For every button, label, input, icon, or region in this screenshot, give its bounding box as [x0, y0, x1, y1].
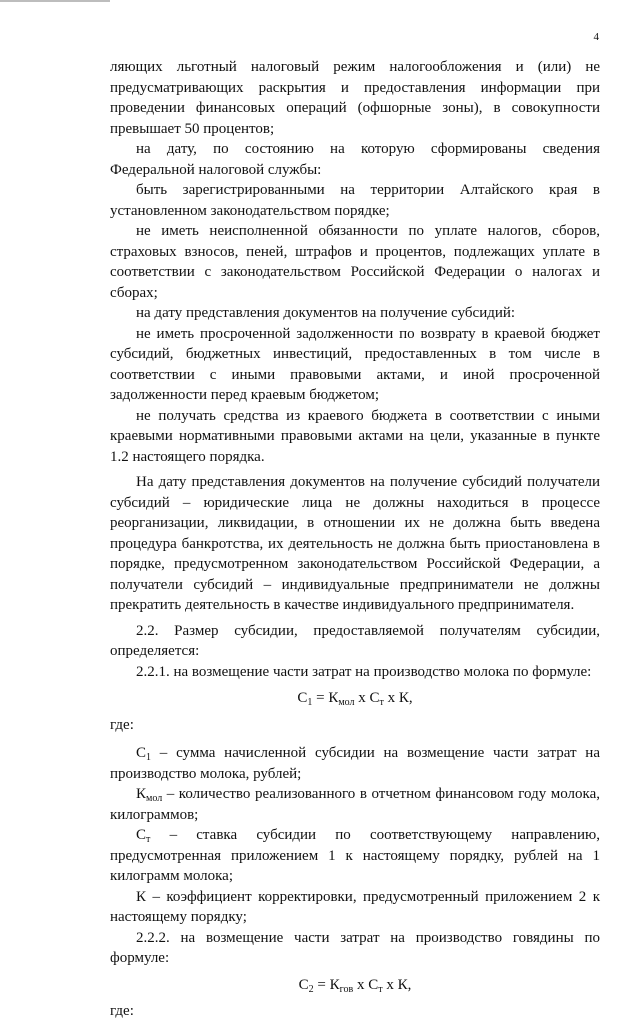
- def-symbol: К: [136, 786, 147, 802]
- where-label: где:: [110, 716, 134, 733]
- formula-symbol: С: [297, 690, 308, 706]
- paragraph: не иметь просроченной задолженности по возврату в краевой бюджет субсидий, бюджетных инвестиций, предоставленных в том числе в соответствии с иными правовыми актами, и иной просроченной задолженности перед краевым бюджетом;: [110, 325, 600, 403]
- formula-operator: =: [312, 690, 329, 706]
- formula-operator: х: [383, 690, 399, 706]
- definition-c1: [110, 743, 600, 784]
- formula-symbol: С: [368, 976, 379, 993]
- def-symbol: С: [136, 745, 147, 761]
- where-label: где:: [110, 1003, 134, 1019]
- paragraph: 2.2.2. на возмещение части затрат на производство говядины по формуле:: [110, 929, 600, 966]
- formula-operator: х: [382, 976, 398, 993]
- formula-beef: [110, 975, 600, 996]
- formula-subscript: гов: [339, 983, 354, 995]
- formula-subscript: мол: [338, 697, 355, 708]
- formula-symbol: С: [298, 976, 309, 993]
- formula-symbol: С: [369, 690, 380, 706]
- def-subscript: т: [146, 834, 151, 845]
- page-number: 4: [593, 31, 599, 43]
- def-text: – количество реализованного в отчетном финансовом году молока, килограммов;: [110, 786, 600, 823]
- paragraph: на дату, по состоянию на которую сформированы сведения Федеральной налоговой службы:: [110, 141, 600, 178]
- paragraph: не получать средства из краевого бюджета в соответствии с иными краевыми нормативными правовыми актами на цели, указанные в пункте 1.2 настоящего порядка.: [110, 407, 600, 465]
- formula-symbol: К,: [398, 690, 413, 706]
- def-subscript: мол: [146, 793, 163, 804]
- formula-symbol: К,: [397, 976, 412, 993]
- definition-ct: [110, 825, 600, 887]
- paragraph: на дату представления документов на получение субсидий:: [136, 305, 516, 321]
- paragraph: На дату представления документов на получение субсидий получатели субсидий – юридические лица не должны находиться в процессе реорганизации, ликвидации, в отношении их не должна быть введена процедура банкротства, их деятельность не должна быть приостановлена в порядке, предусмотренном законодательством Российской Федерации, а получатели субсидий – индивидуальные предприниматели не должны прекратить деятельность в качестве индивидуального предпринимателя.: [110, 474, 600, 613]
- paragraph: ляющих льготный налоговый режим налогообложения и (или) не предусматривающих раскрытия и предоставления информации при проведении финансовых операций (офшорные зоны), в совокупности превышает 50 процентов;: [110, 59, 600, 137]
- paragraph: 2.2.1. на возмещение части затрат на производство молока по формуле:: [136, 663, 592, 680]
- formula-symbol: К: [328, 690, 339, 706]
- formula-milk: [110, 688, 600, 709]
- paragraph: не иметь неисполненной обязанности по уплате налогов, сборов, страховых взносов, пеней, штрафов и процентов, подлежащих уплате в соответствии с законодательством Российской Федерации о налогах и сборах;: [110, 223, 600, 301]
- paragraph: быть зарегистрированными на территории Алтайского края в установленном законодательством порядке;: [110, 182, 600, 219]
- formula-operator: =: [313, 976, 330, 993]
- formula-subscript: 2: [308, 983, 314, 995]
- def-text: – сумма начисленной субсидии на возмещение части затрат на производство молока, рублей;: [110, 745, 600, 782]
- formula-operator: х: [353, 976, 369, 993]
- def-symbol: С: [136, 827, 147, 843]
- formula-subscript: т: [378, 983, 383, 995]
- body-text: [110, 57, 600, 1030]
- formula-symbol: К: [329, 976, 340, 993]
- formula-subscript: 1: [307, 697, 313, 708]
- formula-operator: х: [354, 690, 370, 706]
- scan-edge-mark: [0, 0, 110, 2]
- definition-kmol: [110, 784, 600, 825]
- definition-k: К – коэффициент корректировки, предусмотренный приложением 2 к настоящему порядку;: [110, 888, 600, 925]
- def-subscript: 1: [146, 752, 152, 763]
- formula-subscript: т: [379, 697, 384, 708]
- def-text: – ставка субсидии по соответствующему направлению, предусмотренная приложением 1 к настоящему порядку, рублей на 1 килограмм молока;: [110, 827, 600, 884]
- paragraph: 2.2. Размер субсидии, предоставляемой получателям субсидии, определяется:: [110, 622, 600, 659]
